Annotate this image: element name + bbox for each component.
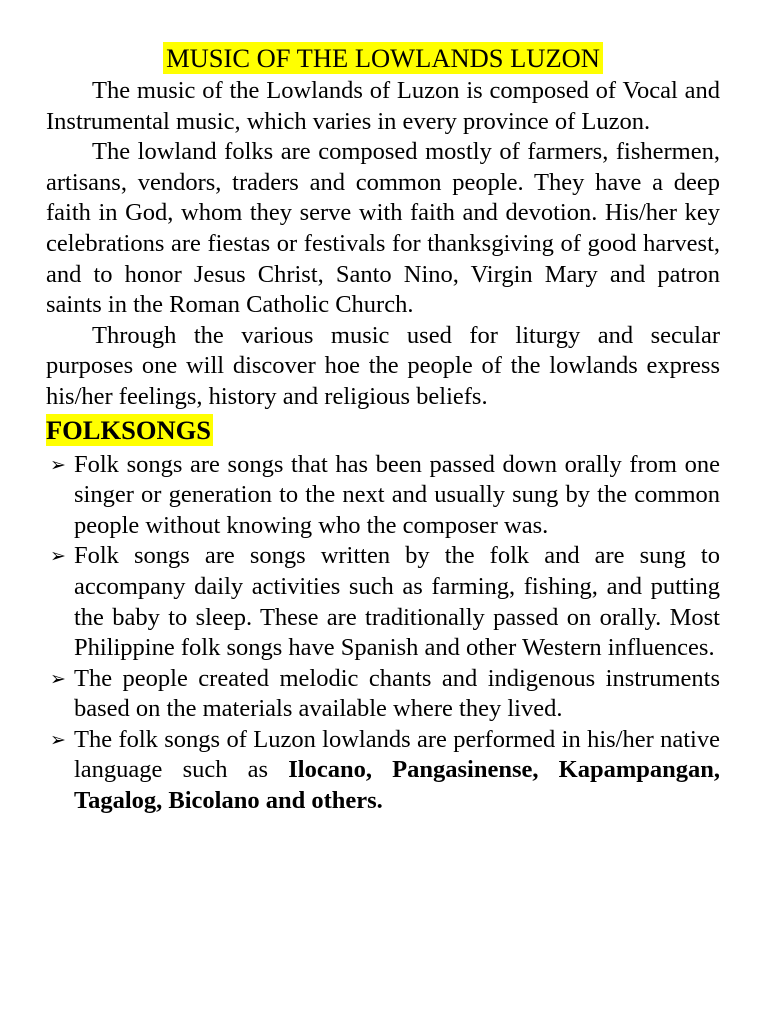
list-item (46, 725, 720, 817)
bullet-text: Folk songs are songs written by the folk and are sung to accompany daily activities such as farming, fishing, and putting the baby to sleep. These are traditionally passed on orally. Most Philippine folk songs have Spanish and other Western influences. (74, 542, 720, 662)
arrow-bullet-icon: ➢ (50, 453, 66, 476)
list-item (46, 664, 720, 725)
intro-paragraph: The music of the Lowlands of Luzon is composed of Vocal and Instrumental music, which varies in every province of Luzon. (46, 77, 720, 135)
language-list: Ilocano, Pangasinense, Kapampangan, Tagalog, Bicolano and others. (74, 756, 721, 815)
document-page (46, 42, 720, 817)
list-item (46, 450, 720, 542)
list-item (46, 541, 720, 663)
bullet-text: The people created melodic chants and indigenous instruments based on the materials available where they lived. (74, 664, 720, 723)
arrow-bullet-icon: ➢ (50, 545, 66, 568)
title-row (46, 42, 720, 76)
section-heading-row (46, 414, 720, 448)
bullet-text: The folk songs of Luzon lowlands are performed in his/her native language such as (74, 725, 720, 784)
section-heading: FOLKSONGS (46, 414, 211, 445)
document-title: MUSIC OF THE LOWLANDS LUZON (163, 42, 603, 74)
folks-paragraph: The lowland folks are composed mostly of farmers, fishermen, artisans, vendors, traders and common people. They have a deep faith in God, whom they serve with faith and devotion. His/her key celebrations are fiestas or festivals for thanksgiving of good harvest, and to honor Jesus Christ, Santo Nino, Virgin Mary and patron saints in the Roman Catholic Church. (46, 138, 720, 319)
arrow-bullet-icon: ➢ (50, 667, 66, 690)
folksong-bullet-list (46, 450, 720, 817)
bullet-text: Folk songs are songs that has been passed down orally from one singer or generation to the next and usually sung by the common people without knowing who the composer was. (74, 450, 720, 539)
music-purpose-paragraph: Through the various music used for liturgy and secular purposes one will discover hoe the people of the lowlands express his/her feelings, history and religious beliefs. (46, 321, 720, 410)
arrow-bullet-icon: ➢ (50, 728, 66, 751)
